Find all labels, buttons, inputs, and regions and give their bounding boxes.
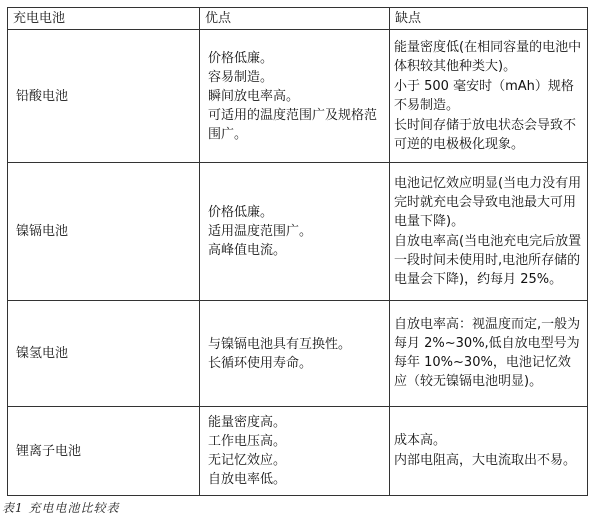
table-row [8,301,588,407]
advantage-item: 价格低廉。 [208,205,274,220]
disadvantage-item: 自放电率高(当电池充电完后放置一段时间未使用时,电池所存储的电量会下降)，约每月 25%。 [394,233,582,287]
battery-name: 锂离子电池 [8,407,200,496]
battery-name: 铅酸电池 [8,30,200,163]
table-row [8,407,588,496]
table-caption: 表1 充电电池比较表 [2,501,120,515]
advantage-item: 能量密度高。 [208,415,287,430]
table-header-row [8,8,588,30]
battery-name: 镍氢电池 [8,301,200,407]
advantage-item: 长循环使用寿命。 [208,355,313,371]
disadvantage-item: 成本高。 [394,433,447,448]
advantage-item: 可适用的温度范围广及规格范围广。 [208,107,378,142]
header-battery: 充电电池 [8,8,200,30]
advantage-item: 高峰值电流。 [208,243,287,258]
header-disadvantages: 缺点 [390,8,588,30]
disadvantage-item: 内部电阻高，大电流取出不易。 [394,453,577,468]
advantage-item: 自放电率低。 [208,472,287,487]
advantage-item: 适用温度范围广。 [208,224,313,239]
disadvantages-cell [390,407,588,496]
header-advantages: 优点 [200,8,390,30]
advantages-cell [200,163,390,301]
battery-name: 镍镉电池 [8,163,200,301]
advantages-cell [200,407,390,496]
advantage-item: 容易制造。 [208,69,274,85]
advantage-item: 工作电压高。 [208,434,287,449]
battery-comparison-table [7,7,588,496]
advantages-cell [200,301,390,407]
advantage-item: 瞬间放电率高。 [208,88,300,104]
disadvantage-item: 电池记忆效应明显(当电力没有用完时就充电会导致电池最大可用电量下降)。 [394,175,582,229]
advantage-item: 与镍镉电池具有互换性。 [208,336,352,352]
disadvantages-cell [390,163,588,301]
table-row [8,163,588,301]
advantages-cell [200,30,390,163]
advantage-item: 价格低廉。 [208,50,274,66]
disadvantages-cell [390,301,588,407]
disadvantage-item: 自放电率高：视温度而定,一般为每月 2%~30%,低自放电型号为每年 10%~30%，电池记忆效应（较无镍镉电池明显)。 [394,317,581,389]
disadvantage-item: 长时间存储于放电状态会导致不可逆的电极极化现象。 [394,117,577,152]
disadvantage-item: 能量密度低(在相同容量的电池中体积较其他种类大)。 [394,39,582,74]
table-row [8,30,588,163]
disadvantages-cell [390,30,588,163]
advantage-item: 无记忆效应。 [208,453,287,468]
disadvantage-item: 小于 500 毫安时（mAh）规格不易制造。 [394,78,574,113]
